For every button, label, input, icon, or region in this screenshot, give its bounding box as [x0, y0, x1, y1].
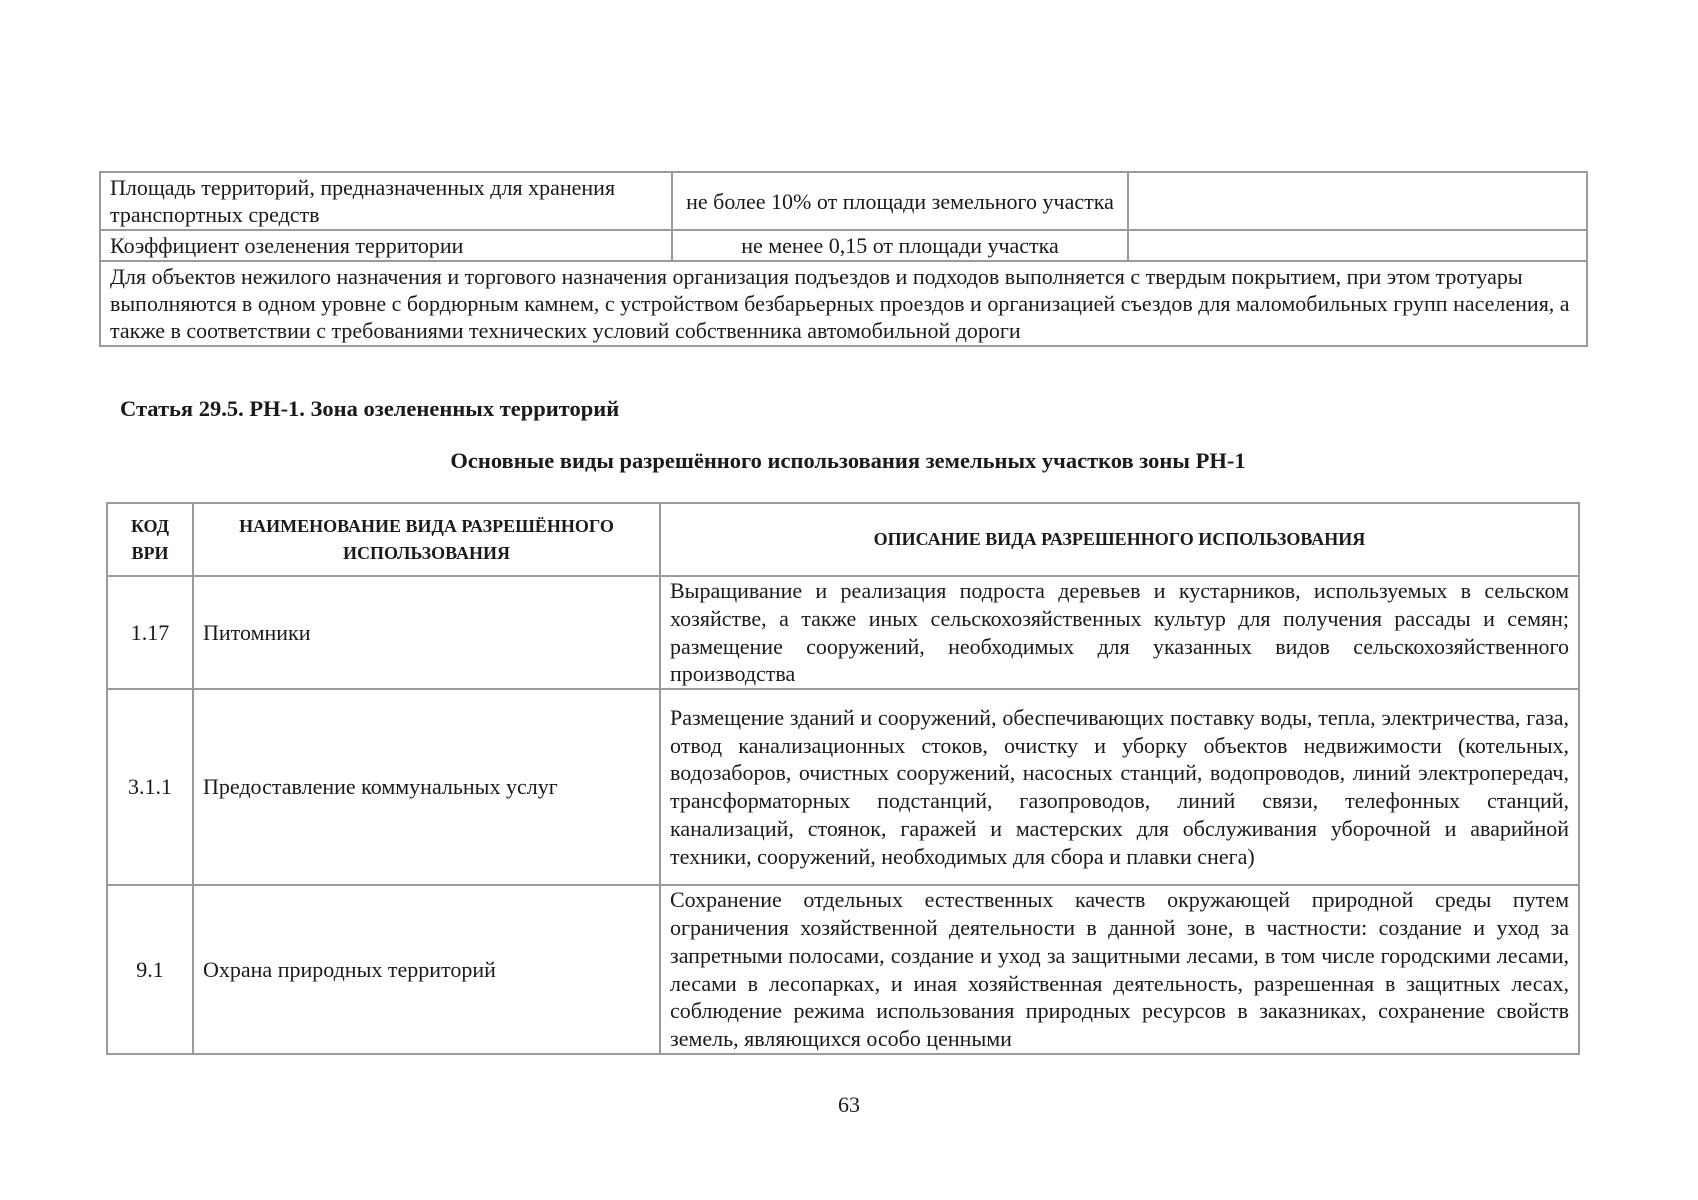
- header-name: НАИМЕНОВАНИЕ ВИДА РАЗРЕШЁННОГО ИСПОЛЬЗОВАНИЯ: [193, 503, 660, 576]
- parameter-label: Коэффициент озеленения территории: [100, 230, 672, 261]
- row-description: Выращивание и реализация подроста деревьев и кустарников, используемых в сельском хозяйстве, а также иных сельскохозяйственных культур для получения рассады и семян; размещение сооружений, необходимых для указанных видов сельскохозяйственного производства: [660, 576, 1579, 689]
- header-description: ОПИСАНИЕ ВИДА РАЗРЕШЕННОГО ИСПОЛЬЗОВАНИЯ: [660, 503, 1579, 576]
- parameter-value: не менее 0,15 от площади участка: [672, 230, 1128, 261]
- row-description: Сохранение отдельных естественных качеств окружающей природной среды путем ограничения хозяйственной деятельности в данной зоне, в частности: создание и уход за запретными полосами, создание и уход за защитными лесами, в том числе городскими лесами, лесами в лесопарках, и иная хозяйственная деятельность, разрешенная в защитных лесах, соблюдение режима использования природных ресурсов в заказниках, сохранение свойств земель, являющихся особо ценными: [660, 885, 1579, 1054]
- table-caption: Основные виды разрешённого использования земельных участков зоны РН-1: [450, 448, 1246, 473]
- row-name: Питомники: [193, 576, 660, 689]
- table-row: [100, 230, 1587, 261]
- parameter-extra: [1128, 172, 1587, 230]
- row-code: 3.1.1: [107, 689, 193, 885]
- row-name: Охрана природных территорий: [193, 885, 660, 1054]
- parameter-extra: [1128, 230, 1587, 261]
- parameters-table: [99, 171, 1588, 347]
- parameter-label: Площадь территорий, предназначенных для хранения транспортных средств: [100, 172, 672, 230]
- table-row: [107, 689, 1579, 885]
- permitted-use-table: [106, 502, 1580, 1055]
- table-row: [100, 261, 1587, 346]
- table-row: [107, 885, 1579, 1054]
- page-number: 63: [838, 1092, 860, 1117]
- table-header-row: [107, 503, 1579, 576]
- parameters-note: Для объектов нежилого назначения и торгового назначения организация подъездов и подходов выполняется с твердым покрытием, при этом тротуары выполняются в одном уровне с бордюрным камнем, с устройством безбарьерных проездов и организацией съездов для маломобильных групп населения, а также в соответствии с требованиями технических условий собственника автомобильной дороги: [100, 261, 1587, 346]
- row-description: Размещение зданий и сооружений, обеспечивающих поставку воды, тепла, электричества, газа, отвод канализационных стоков, очистку и уборку объектов недвижимости (котельных, водозаборов, очистных сооружений, насосных станций, водопроводов, линий электропередач, трансформаторных подстанций, газопроводов, линий связи, телефонных станций, канализаций, стоянок, гаражей и мастерских для обслуживания уборочной и аварийной техники, сооружений, необходимых для сбора и плавки снега): [660, 689, 1579, 885]
- row-code: 1.17: [107, 576, 193, 689]
- table-row: [107, 576, 1579, 689]
- article-title: Статья 29.5. РН-1. Зона озелененных территорий: [120, 396, 620, 421]
- header-code: КОД ВРИ: [107, 503, 193, 576]
- parameter-value: не более 10% от площади земельного участка: [672, 172, 1128, 230]
- row-code: 9.1: [107, 885, 193, 1054]
- row-name: Предоставление коммунальных услуг: [193, 689, 660, 885]
- table-row: [100, 172, 1587, 230]
